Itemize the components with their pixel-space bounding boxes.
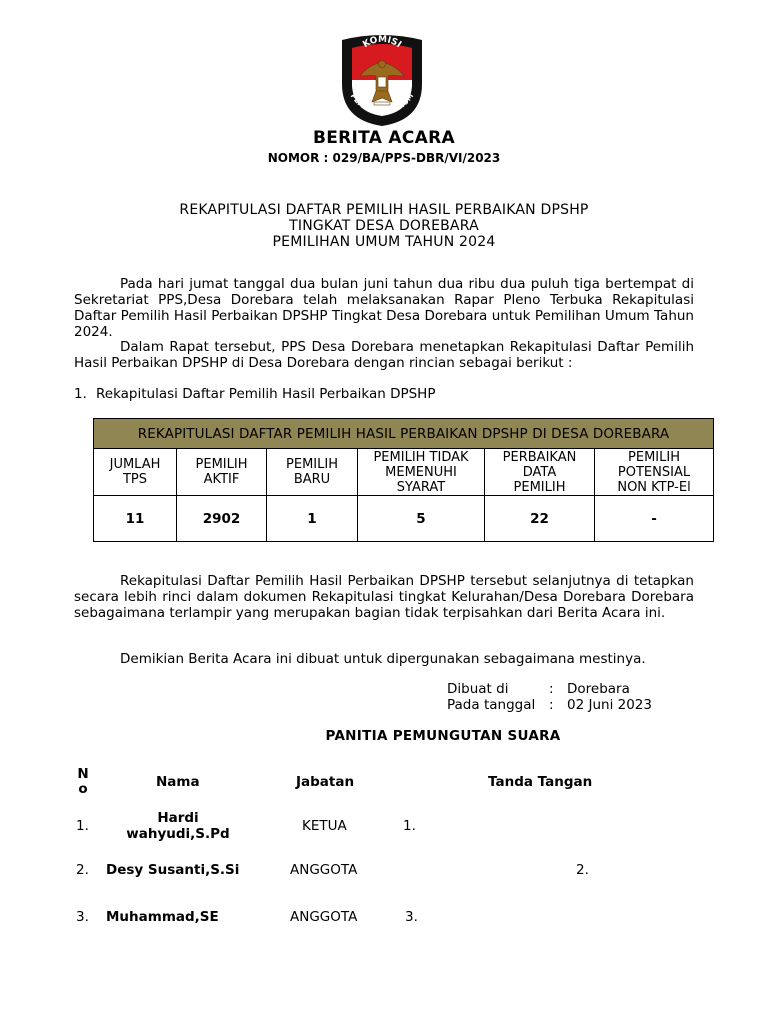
- value-pemilih-potensial: -: [595, 496, 714, 542]
- colon: :: [549, 697, 554, 713]
- value-pemilih-tms: 5: [358, 496, 485, 542]
- committee-title: PANITIA PEMUNGUTAN SUARA: [325, 728, 561, 744]
- col-jabatan-header: Jabatan: [296, 774, 355, 790]
- table-row: [94, 496, 714, 542]
- row-3-jabatan: ANGGOTA: [290, 909, 358, 925]
- col-no-header: N o: [77, 766, 89, 797]
- header-jumlah-tps: JUMLAH TPS: [94, 449, 177, 496]
- list-item-text: Rekapitulasi Daftar Pemilih Hasil Perbaikan DPSHP: [96, 386, 436, 402]
- place-label: Dibuat di: [447, 681, 509, 697]
- place-line: [447, 681, 630, 697]
- header-pemilih-baru: PEMILIH BARU: [267, 449, 358, 496]
- value-pemilih-baru: 1: [267, 496, 358, 542]
- table-header-row: [94, 449, 714, 496]
- list-item-number: 1.: [74, 386, 87, 402]
- heading-line-2: TINGKAT DESA DOREBARA: [289, 218, 479, 234]
- document-number: NOMOR : 029/BA/PPS-DBR/VI/2023: [267, 151, 501, 165]
- row-1-no: 1.: [76, 818, 89, 834]
- paragraph-decision: Dalam Rapat tersebut, PPS Desa Dorebara menetapkan Rekapitulasi Daftar Pemilih Hasil Perbaikan DPSHP di Desa Dorebara dengan rincian sebagai berikut :: [74, 339, 694, 371]
- row-3-no: 3.: [76, 909, 89, 925]
- heading-line-3: PEMILIHAN UMUM TAHUN 2024: [272, 234, 496, 250]
- row-1-nama: Hardi wahyudi,S.Pd: [126, 810, 230, 842]
- header-pemilih-tidak-memenuhi-syarat: PEMILIH TIDAK MEMENUHI SYARAT: [358, 449, 485, 496]
- list-item: [74, 386, 435, 402]
- heading-line-1: REKAPITULASI DAFTAR PEMILIH HASIL PERBAIKAN DPSHP: [179, 202, 589, 218]
- row-2-nama: Desy Susanti,S.Si: [106, 862, 240, 878]
- row-2-signature: 2.: [576, 862, 589, 878]
- row-2-no: 2.: [76, 862, 89, 878]
- date-line: [447, 697, 652, 713]
- header-perbaikan-data-pemilih: PERBAIKAN DATA PEMILIH: [485, 449, 595, 496]
- value-pemilih-aktif: 2902: [177, 496, 267, 542]
- place-value: Dorebara: [567, 681, 630, 697]
- col-ttd-header: Tanda Tangan: [488, 774, 593, 790]
- paragraph-follow-up: Rekapitulasi Daftar Pemilih Hasil Perbaikan DPSHP tersebut selanjutnya di tetapkan secara lebih rinci dalam dokumen Rekapitulasi tingkat Kelurahan/Desa Dorebara Dorebara sebagaimana terlampir yang merupakan bagian tidak terpisahkan dari Berita Acara ini.: [74, 573, 694, 621]
- date-label: Pada tanggal: [447, 697, 536, 713]
- header-pemilih-potensial: PEMILIH POTENSIAL NON KTP-El: [595, 449, 714, 496]
- paragraph-closing: Demikian Berita Acara ini dibuat untuk dipergunakan sebagaimana mestinya.: [120, 651, 646, 667]
- header-pemilih-aktif: PEMILIH AKTIF: [177, 449, 267, 496]
- document-title: BERITA ACARA: [313, 128, 455, 148]
- table-caption: REKAPITULASI DAFTAR PEMILIH HASIL PERBAIKAN DPSHP DI DESA DOREBARA: [94, 419, 714, 449]
- row-1-jabatan: KETUA: [302, 818, 347, 834]
- kpu-logo: [336, 28, 428, 128]
- row-2-jabatan: ANGGOTA: [290, 862, 358, 878]
- paragraph-opening: Pada hari jumat tanggal dua bulan juni tahun dua ribu dua puluh tiga bertempat di Sekretariat PPS,Desa Dorebara telah melaksanakan Rapar Pleno Terbuka Rekapitulasi Daftar Pemilih Hasil Perbaikan DPSHP Tingkat Desa Dorebara untuk Pemilihan Umum Tahun 2024.: [74, 276, 694, 340]
- date-value: 02 Juni 2023: [567, 697, 652, 713]
- colon: :: [549, 681, 554, 697]
- row-1-signature: 1.: [403, 818, 416, 834]
- col-nama-header: Nama: [156, 774, 200, 790]
- rekap-table: [93, 418, 714, 542]
- logo-text-top: KOMISI: [361, 34, 403, 51]
- row-3-nama: Muhammad,SE: [106, 909, 219, 925]
- value-perbaikan-data: 22: [485, 496, 595, 542]
- row-3-signature: 3.: [405, 909, 418, 925]
- value-jumlah-tps: 11: [94, 496, 177, 542]
- logo-text-bottom: PEMILIHAN UMUM: [348, 91, 416, 117]
